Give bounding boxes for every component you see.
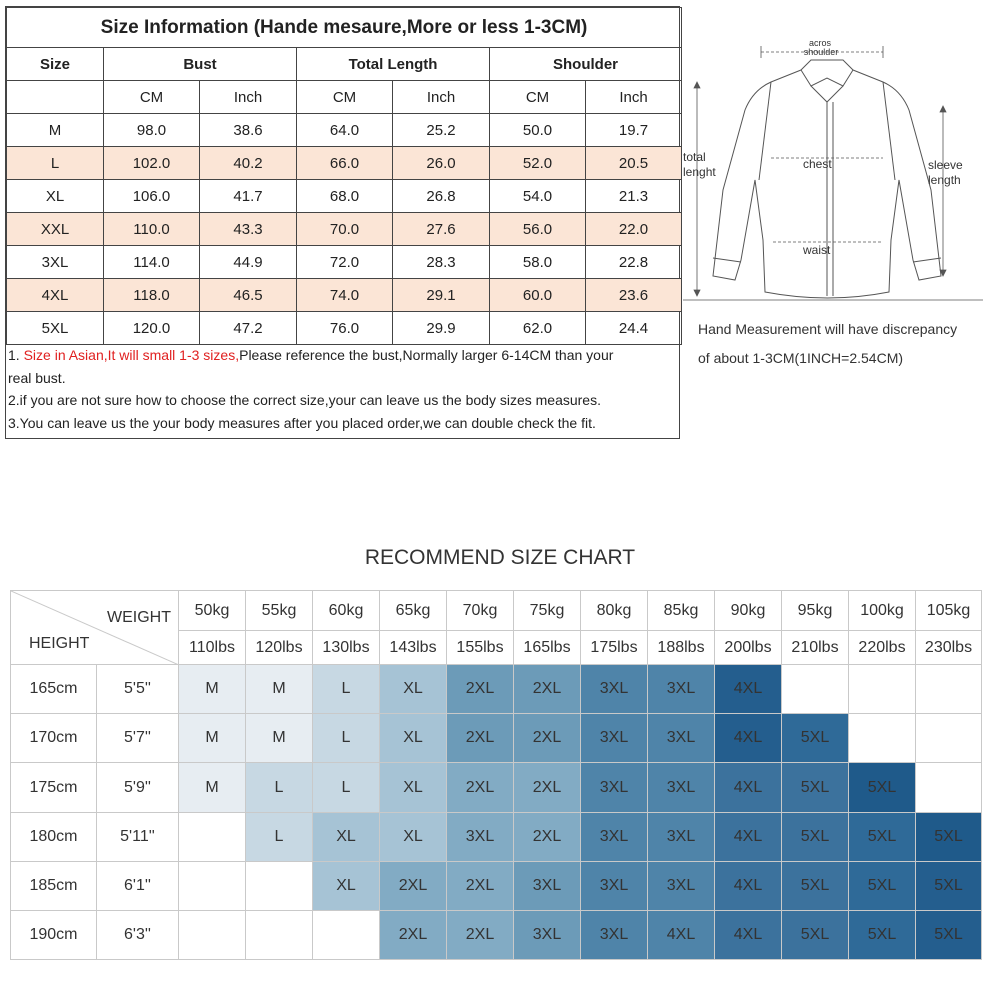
size-info-title: Size Information (Hande mesaure,More or less 1-3CM) [7, 8, 682, 48]
header-size: Size [7, 48, 104, 81]
weight-kg-header: 95kg [782, 591, 849, 631]
weight-lbs-header: 165lbs [514, 631, 581, 665]
size-label-cell: 5XL [7, 312, 104, 345]
recommended-size-cell: 2XL [380, 910, 447, 959]
measurement-cell: 62.0 [490, 312, 586, 345]
recommended-size-cell: 3XL [581, 861, 648, 910]
measurement-cell: 120.0 [104, 312, 200, 345]
measurement-cell: 102.0 [104, 147, 200, 180]
label-length: length [928, 173, 961, 187]
height-row [11, 763, 982, 812]
measurement-cell: 114.0 [104, 246, 200, 279]
recommended-size-cell: 3XL [648, 665, 715, 714]
recommend-chart-title: RECOMMEND SIZE CHART [364, 546, 636, 569]
recommended-size-cell: 4XL [715, 910, 782, 959]
note-3: 3.You can leave us the your body measures after you placed order,we can double check the fit. [8, 414, 596, 431]
header-total-length: Total Length [297, 48, 490, 81]
recommended-size-cell: XL [313, 812, 380, 861]
unit-cm: CM [297, 81, 393, 114]
recommended-size-cell: 5XL [916, 812, 982, 861]
recommended-size-cell: M [179, 763, 246, 812]
recommended-size-cell [179, 861, 246, 910]
recommended-size-cell: 5XL [782, 812, 849, 861]
height-ft-cell: 5'5'' [97, 665, 179, 714]
measurement-cell: 68.0 [297, 180, 393, 213]
recommended-size-cell: L [246, 763, 313, 812]
recommended-size-cell: 2XL [514, 812, 581, 861]
height-ft-cell: 6'1'' [97, 861, 179, 910]
recommended-size-cell [782, 665, 849, 714]
recommended-size-cell: 2XL [514, 763, 581, 812]
height-cm-cell: 190cm [11, 910, 97, 959]
measurement-cell: 27.6 [393, 213, 490, 246]
size-label-cell: 4XL [7, 279, 104, 312]
weight-lbs-header: 175lbs [581, 631, 648, 665]
recommended-size-cell: 2XL [514, 665, 581, 714]
size-label-cell: XL [7, 180, 104, 213]
size-label-cell: L [7, 147, 104, 180]
recommended-size-cell [849, 665, 916, 714]
height-row [11, 665, 982, 714]
recommended-size-cell: 3XL [447, 812, 514, 861]
measurement-cell: 64.0 [297, 114, 393, 147]
measurement-cell: 58.0 [490, 246, 586, 279]
recommended-size-cell: 5XL [849, 812, 916, 861]
unit-cm: CM [490, 81, 586, 114]
recommended-size-cell: 3XL [581, 665, 648, 714]
recommended-size-cell: XL [380, 763, 447, 812]
measurement-cell: 118.0 [104, 279, 200, 312]
label-sleeve: sleeve [928, 158, 963, 172]
recommended-size-cell: 4XL [715, 812, 782, 861]
recommended-size-cell: 5XL [849, 763, 916, 812]
height-cm-cell: 165cm [11, 665, 97, 714]
unit-cm: CM [104, 81, 200, 114]
recommended-size-cell: 3XL [514, 861, 581, 910]
recommended-size-cell: 4XL [715, 665, 782, 714]
weight-kg-header: 70kg [447, 591, 514, 631]
size-label-cell: 3XL [7, 246, 104, 279]
weight-kg-header: 105kg [916, 591, 982, 631]
weight-lbs-header: 200lbs [715, 631, 782, 665]
recommended-size-cell [916, 665, 982, 714]
unit-blank [7, 81, 104, 114]
measurement-note-line-1: Hand Measurement will have discrepancy [698, 321, 958, 337]
measurement-cell: 19.7 [586, 114, 682, 147]
unit-inch: Inch [200, 81, 297, 114]
measurement-cell: 24.4 [586, 312, 682, 345]
weight-lbs-header: 220lbs [849, 631, 916, 665]
measurement-cell: 66.0 [297, 147, 393, 180]
measurement-cell: 46.5 [200, 279, 297, 312]
recommended-size-cell: 2XL [447, 763, 514, 812]
height-cm-cell: 180cm [11, 812, 97, 861]
recommended-size-cell: 5XL [916, 910, 982, 959]
weight-kg-header: 65kg [380, 591, 447, 631]
measurement-cell: 44.9 [200, 246, 297, 279]
size-row [7, 114, 682, 147]
recommended-size-cell: L [313, 763, 380, 812]
size-row [7, 279, 682, 312]
measurement-cell: 28.3 [393, 246, 490, 279]
height-cm-cell: 185cm [11, 861, 97, 910]
recommended-size-cell: 5XL [849, 910, 916, 959]
label-lenght: lenght [683, 165, 716, 179]
recommended-size-cell: 5XL [782, 910, 849, 959]
size-information-table [5, 6, 680, 439]
height-row [11, 714, 982, 763]
measurement-cell: 76.0 [297, 312, 393, 345]
unit-inch: Inch [393, 81, 490, 114]
measurement-cell: 41.7 [200, 180, 297, 213]
recommended-size-cell: 2XL [380, 861, 447, 910]
recommended-size-cell: 5XL [849, 861, 916, 910]
label-waist: waist [803, 243, 831, 257]
recommended-size-cell: L [246, 812, 313, 861]
weight-height-corner [11, 591, 179, 665]
note-1-warning: Size in Asian,It will small 1-3 sizes, [23, 347, 240, 363]
measurement-cell: 54.0 [490, 180, 586, 213]
recommended-size-cell: L [313, 665, 380, 714]
recommended-size-cell: 3XL [581, 714, 648, 763]
size-row [7, 246, 682, 279]
weight-kg-header: 90kg [715, 591, 782, 631]
measurement-cell: 21.3 [586, 180, 682, 213]
size-notes [6, 344, 681, 434]
label-chest: chest [803, 157, 832, 171]
measurement-cell: 26.0 [393, 147, 490, 180]
note-1-text: Please reference the bust,Normally larger 6-14CM than your [239, 347, 614, 363]
weight-kg-header: 85kg [648, 591, 715, 631]
recommended-size-cell [246, 861, 313, 910]
measurement-cell: 26.8 [393, 180, 490, 213]
weight-lbs-header: 230lbs [916, 631, 982, 665]
weight-label: WEIGHT [107, 609, 171, 626]
height-row [11, 812, 982, 861]
height-ft-cell: 5'11'' [97, 812, 179, 861]
size-label-cell: XXL [7, 213, 104, 246]
weight-lbs-header: 210lbs [782, 631, 849, 665]
recommended-size-cell: 2XL [447, 714, 514, 763]
note-2: 2.if you are not sure how to choose the correct size,your can leave us the body sizes measures. [8, 392, 601, 408]
recommended-size-cell: 3XL [648, 763, 715, 812]
weight-kg-header: 80kg [581, 591, 648, 631]
corner-diagonal [11, 591, 179, 665]
measurement-cell: 29.9 [393, 312, 490, 345]
measurement-cell: 47.2 [200, 312, 297, 345]
measurement-cell: 43.3 [200, 213, 297, 246]
recommended-size-cell: 5XL [782, 861, 849, 910]
height-ft-cell: 5'7'' [97, 714, 179, 763]
recommended-size-cell: 3XL [648, 861, 715, 910]
recommended-size-cell: M [179, 714, 246, 763]
height-ft-cell: 6'3'' [97, 910, 179, 959]
recommended-size-cell: 4XL [648, 910, 715, 959]
measurement-cell: 20.5 [586, 147, 682, 180]
measurement-cell: 22.8 [586, 246, 682, 279]
recommended-size-cell: 5XL [782, 714, 849, 763]
height-row [11, 910, 982, 959]
weight-lbs-header: 155lbs [447, 631, 514, 665]
size-row [7, 180, 682, 213]
weight-lbs-header: 130lbs [313, 631, 380, 665]
recommended-size-cell [179, 812, 246, 861]
recommended-size-cell: 3XL [648, 812, 715, 861]
measurement-cell: 52.0 [490, 147, 586, 180]
measurement-cell: 38.6 [200, 114, 297, 147]
label-total: total [683, 150, 706, 164]
recommended-size-cell: M [179, 665, 246, 714]
recommended-size-cell: 2XL [514, 714, 581, 763]
weight-kg-header: 60kg [313, 591, 380, 631]
size-row [7, 147, 682, 180]
recommended-size-cell: 3XL [648, 714, 715, 763]
shirt-measurement-diagram [683, 30, 983, 302]
measurement-cell: 56.0 [490, 213, 586, 246]
measurement-cell: 23.6 [586, 279, 682, 312]
height-ft-cell: 5'9'' [97, 763, 179, 812]
recommended-size-cell: 4XL [715, 763, 782, 812]
weight-kg-header: 75kg [514, 591, 581, 631]
weight-kg-header: 50kg [179, 591, 246, 631]
recommended-size-cell [916, 714, 982, 763]
measurement-cell: 70.0 [297, 213, 393, 246]
measurement-note-line-2: of about 1-3CM(1INCH=2.54CM) [698, 350, 904, 366]
measurement-cell: 60.0 [490, 279, 586, 312]
recommended-size-cell [916, 763, 982, 812]
size-row [7, 213, 682, 246]
note-1-prefix: 1. [8, 347, 24, 363]
recommended-size-cell: 3XL [581, 812, 648, 861]
measurement-cell: 98.0 [104, 114, 200, 147]
recommended-size-cell: XL [380, 665, 447, 714]
size-label-cell: M [7, 114, 104, 147]
recommended-size-cell [313, 910, 380, 959]
recommended-size-cell: 4XL [715, 861, 782, 910]
recommended-size-cell: 4XL [715, 714, 782, 763]
header-shoulder: Shoulder [490, 48, 682, 81]
recommended-size-cell [246, 910, 313, 959]
measurement-cell: 29.1 [393, 279, 490, 312]
weight-lbs-header: 120lbs [246, 631, 313, 665]
recommended-size-cell: 2XL [447, 910, 514, 959]
label-acros: acros [808, 38, 831, 48]
recommended-size-cell: 3XL [581, 910, 648, 959]
measurement-cell: 110.0 [104, 213, 200, 246]
recommended-size-cell: 5XL [916, 861, 982, 910]
measurement-cell: 22.0 [586, 213, 682, 246]
recommended-size-cell: 5XL [782, 763, 849, 812]
recommended-size-cell: L [313, 714, 380, 763]
note-1 [8, 344, 681, 367]
recommended-size-cell: XL [380, 812, 447, 861]
measurement-cell: 72.0 [297, 246, 393, 279]
note-1-continued: real bust. [8, 369, 66, 386]
measurement-cell: 106.0 [104, 180, 200, 213]
weight-kg-header: 55kg [246, 591, 313, 631]
recommended-size-cell: 3XL [581, 763, 648, 812]
height-cm-cell: 175cm [11, 763, 97, 812]
measurement-cell: 40.2 [200, 147, 297, 180]
recommended-size-cell: M [246, 714, 313, 763]
measurement-cell: 25.2 [393, 114, 490, 147]
height-label: HEIGHT [29, 635, 90, 652]
size-row [7, 312, 682, 345]
unit-inch: Inch [586, 81, 682, 114]
weight-lbs-header: 143lbs [380, 631, 447, 665]
weight-kg-header: 100kg [849, 591, 916, 631]
recommended-size-cell: 2XL [447, 665, 514, 714]
weight-lbs-header: 110lbs [179, 631, 246, 665]
recommended-size-cell: 3XL [514, 910, 581, 959]
recommended-size-cell: M [246, 665, 313, 714]
recommended-size-cell [179, 910, 246, 959]
recommend-size-chart [10, 590, 980, 960]
label-shoulder: shoulder [803, 47, 839, 57]
height-cm-cell: 170cm [11, 714, 97, 763]
recommended-size-cell: XL [380, 714, 447, 763]
header-bust: Bust [104, 48, 297, 81]
measurement-cell: 50.0 [490, 114, 586, 147]
weight-lbs-header: 188lbs [648, 631, 715, 665]
height-row [11, 861, 982, 910]
measurement-cell: 74.0 [297, 279, 393, 312]
recommended-size-cell: XL [313, 861, 380, 910]
recommended-size-cell: 2XL [447, 861, 514, 910]
recommended-size-cell [849, 714, 916, 763]
